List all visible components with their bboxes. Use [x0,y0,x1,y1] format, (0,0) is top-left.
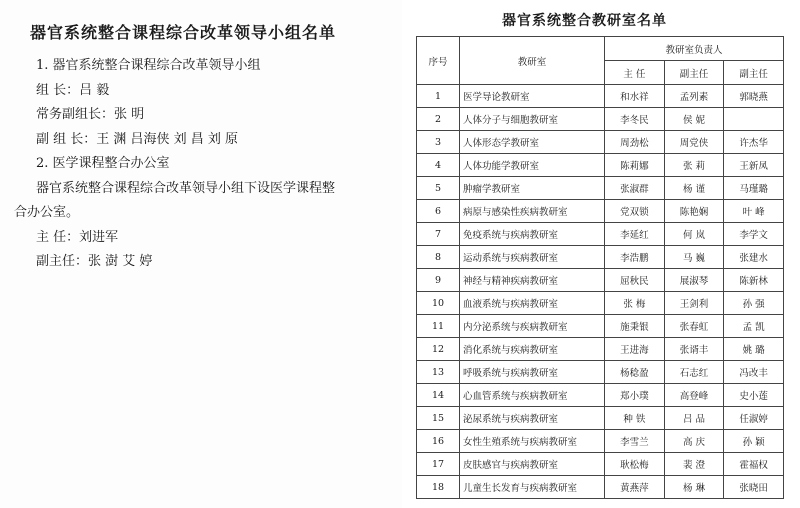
deputy-director-2: 孟 凯 [724,315,784,338]
director-name: 李浩鹏 [605,246,665,269]
table-row [417,407,784,430]
deputy-director-1: 展淑琴 [664,269,724,292]
deputy-director-1: 杨 谨 [664,177,724,200]
row-number: 1 [417,85,460,108]
row-number: 3 [417,131,460,154]
teaching-office-table [416,36,784,499]
deputy-director-1: 张春虹 [664,315,724,338]
deputy-director-2: 张晓田 [724,476,784,499]
table-row [417,338,784,361]
right-page [402,0,800,508]
deputy-director-1: 高登峰 [664,384,724,407]
row-number: 7 [417,223,460,246]
row-number: 18 [417,476,460,499]
office-name: 呼吸系统与疾病教研室 [460,361,605,384]
deputy-director-2: 李学文 [724,223,784,246]
table-row [417,269,784,292]
deputy-director-1: 王剑利 [664,292,724,315]
header-deputy-2: 副主任 [724,61,784,85]
header-director: 主 任 [605,61,665,85]
table-row [417,384,784,407]
deputy-director-2: 陈新林 [724,269,784,292]
header-no: 序号 [417,37,460,85]
director-name: 周劲松 [605,131,665,154]
table-row [417,200,784,223]
office-name: 女性生殖系统与疾病教研室 [460,430,605,453]
deputy-director-2: 马瑾璐 [724,177,784,200]
row-number: 10 [417,292,460,315]
office-name: 神经与精神疾病教研室 [460,269,605,292]
office-name: 人体形态学教研室 [460,131,605,154]
director-name: 种 铁 [605,407,665,430]
table-row [417,154,784,177]
deputy-director-1: 石志红 [664,361,724,384]
row-number: 9 [417,269,460,292]
deputy-director-1: 孟列素 [664,85,724,108]
deputy-director-2: 任淑婷 [724,407,784,430]
deputy-director-2: 霍福权 [724,453,784,476]
office-description-continuation: 合办公室。 [14,205,80,220]
office-deputy-director-line: 副主任：张 澍 艾 婷 [36,254,153,269]
office-name: 病原与感染性疾病教研室 [460,200,605,223]
director-name: 屈秋民 [605,269,665,292]
right-page-title: 器官系统整合教研室名单 [502,13,667,29]
director-name: 杨稔盈 [605,361,665,384]
deputy-director-1: 何 岚 [664,223,724,246]
office-name: 医学导论教研室 [460,85,605,108]
header-leaders: 教研室负责人 [605,37,784,61]
header-office: 教研室 [460,37,605,85]
office-name: 心血管系统与疾病教研室 [460,384,605,407]
deputy-director-2: 冯改丰 [724,361,784,384]
left-page-body [14,54,384,275]
executive-deputy-line: 常务副组长：张 明 [36,107,145,122]
table-row [417,108,784,131]
table-row [417,292,784,315]
deputy-director-1: 裴 澄 [664,453,724,476]
office-director-line: 主 任：刘进军 [36,229,119,245]
leader-line: 组 长：吕 毅 [36,82,110,98]
row-number: 17 [417,453,460,476]
office-name: 内分泌系统与疾病教研室 [460,315,605,338]
director-name: 李雪兰 [605,430,665,453]
deputy-director-2: 姚 璐 [724,338,784,361]
office-name: 人体功能学教研室 [460,154,605,177]
office-name: 人体分子与细胞教研室 [460,108,605,131]
table-row [417,453,784,476]
table-row [417,430,784,453]
row-number: 14 [417,384,460,407]
director-name: 王进海 [605,338,665,361]
section-heading-1: 1. 器官系统整合课程综合改革领导小组 [36,58,261,73]
deputy-director-2: 郭晓燕 [724,85,784,108]
deputy-director-1: 张 莉 [664,154,724,177]
table-row [417,131,784,154]
deputy-director-2: 叶 峰 [724,200,784,223]
deputy-director-2: 王新凤 [724,154,784,177]
row-number: 13 [417,361,460,384]
table-body [417,85,784,499]
table-row [417,223,784,246]
director-name: 张淑群 [605,177,665,200]
deputy-director-2: 孙 颖 [724,430,784,453]
deputy-director-2 [724,108,784,131]
office-description-line: 器官系统整合课程综合改革领导小组下设医学课程整 [36,180,336,196]
director-name: 耿松梅 [605,453,665,476]
office-name: 免疫系统与疾病教研室 [460,223,605,246]
deputy-director-2: 许杰华 [724,131,784,154]
table-row [417,177,784,200]
row-number: 12 [417,338,460,361]
section-heading-2: 2. 医学课程整合办公室 [36,156,170,171]
director-name: 施秉银 [605,315,665,338]
deputy-leaders-line: 副 组 长：王 渊 吕海侠 刘 昌 刘 原 [36,131,239,147]
table-row [417,85,784,108]
director-name: 黄燕萍 [605,476,665,499]
deputy-director-1: 高 庆 [664,430,724,453]
office-name: 皮肤感官与疾病教研室 [460,453,605,476]
deputy-director-1: 侯 妮 [664,108,724,131]
row-number: 2 [417,108,460,131]
deputy-director-2: 孙 强 [724,292,784,315]
office-name: 泌尿系统与疾病教研室 [460,407,605,430]
director-name: 李冬民 [605,108,665,131]
deputy-director-1: 张谞丰 [664,338,724,361]
director-name: 李延红 [605,223,665,246]
table-row [417,246,784,269]
director-name: 党双锁 [605,200,665,223]
header-deputy-1: 副主任 [664,61,724,85]
office-name: 血液系统与疾病教研室 [460,292,605,315]
deputy-director-1: 吕 品 [664,407,724,430]
office-name: 儿童生长发育与疾病教研室 [460,476,605,499]
row-number: 16 [417,430,460,453]
director-name: 郑小璞 [605,384,665,407]
office-name: 运动系统与疾病教研室 [460,246,605,269]
row-number: 5 [417,177,460,200]
director-name: 和水祥 [605,85,665,108]
deputy-director-1: 杨 琳 [664,476,724,499]
row-number: 4 [417,154,460,177]
table-row [417,315,784,338]
deputy-director-1: 马 巍 [664,246,724,269]
left-page-title: 器官系统整合课程综合改革领导小组名单 [30,23,337,42]
table-row [417,476,784,499]
deputy-director-2: 史小莲 [724,384,784,407]
row-number: 6 [417,200,460,223]
deputy-director-1: 陈艳娴 [664,200,724,223]
deputy-director-2: 张建水 [724,246,784,269]
office-name: 肿瘤学教研室 [460,177,605,200]
row-number: 15 [417,407,460,430]
table-header-row [417,37,784,61]
table-row [417,361,784,384]
director-name: 张 梅 [605,292,665,315]
row-number: 11 [417,315,460,338]
office-name: 消化系统与疾病教研室 [460,338,605,361]
director-name: 陈莉娜 [605,154,665,177]
row-number: 8 [417,246,460,269]
deputy-director-1: 周党侠 [664,131,724,154]
